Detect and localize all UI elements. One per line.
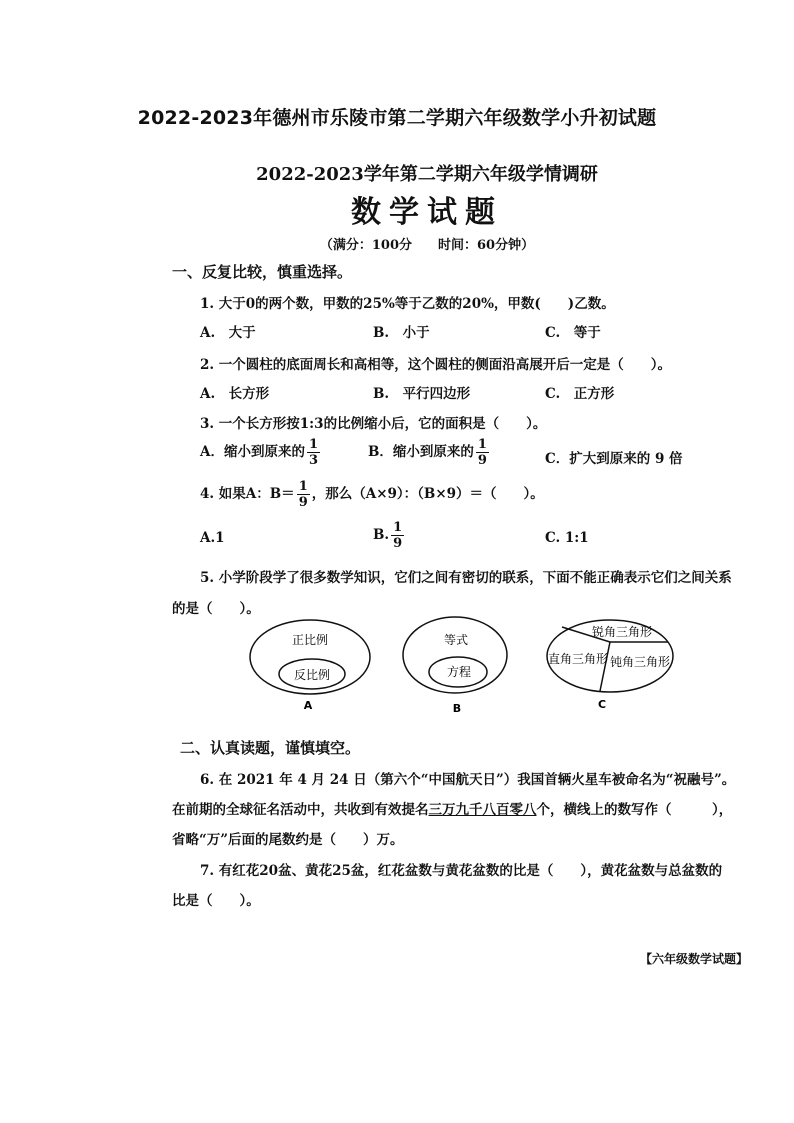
question-6-line-3: 省略“万”后面的尾数约是（ ）万。: [172, 832, 404, 848]
q6-line-2-suffix: 个，横线上的数写作（ ），: [536, 802, 733, 818]
q4-option-b: [373, 520, 406, 551]
diagram-b-outer-label: 等式: [443, 633, 469, 647]
question-7-line-2: 比是（ ）。: [172, 893, 260, 909]
section-2-title: 二、认真读题，谨慎填空。: [180, 739, 361, 757]
diagram-c-obtuse-label: 钝角三角形: [609, 655, 671, 669]
denominator: 9: [393, 536, 403, 551]
denominator: 9: [477, 453, 487, 468]
fraction: [476, 437, 489, 468]
question-5-line-2: 的是（ ）。: [172, 601, 260, 617]
exam-title: 数学试题: [351, 195, 503, 230]
diagram-c-right-label: 直角三角形: [547, 652, 609, 666]
diagram-a-inner-label: 反比例: [293, 668, 331, 682]
q2-option-a: A. 长方形: [200, 386, 270, 402]
question-3: 3. 一个长方形按1:3的比例缩小后，它的面积是（ ）。: [200, 416, 547, 432]
exam-subtitle: 2022-2023学年第二学期六年级学情调研: [256, 164, 598, 185]
diagram-c-label: C: [597, 698, 607, 711]
q3-option-a-text: A．缩小到原来的: [200, 444, 305, 460]
denominator: 9: [298, 495, 308, 510]
q1-option-b: B. 小于: [373, 325, 430, 341]
q1-option-c: C. 等于: [545, 325, 601, 341]
diagram-b: [403, 617, 507, 715]
q3-option-b-text: B．缩小到原来的: [368, 444, 474, 460]
question-6-line-1: 6. 在 2021 年 4 月 24 日（第六个“中国航天日”）我国首辆火星车被命名为“祝融号”。: [200, 772, 736, 788]
q4-option-a: A.1: [200, 530, 225, 546]
diagram-a: [250, 620, 370, 712]
numerator: 1: [477, 437, 487, 452]
section-1-title: 一、反复比较，慎重选择。: [172, 263, 353, 281]
main-title: 2022-2023年德州市乐陵市第二学期六年级数学小升初试题: [137, 107, 657, 129]
q2-option-b: B. 平行四边形: [373, 386, 471, 402]
fraction: [391, 520, 404, 551]
question-5-line-1: 5. 小学阶段学了很多数学知识，它们之间有密切的联系，下面不能正确表示它们之间关系: [200, 570, 732, 586]
diagram-a-label: A: [303, 699, 313, 712]
venn-diagrams: [240, 612, 710, 717]
fraction: [297, 479, 310, 510]
diagram-a-outer-label: 正比例: [291, 633, 329, 647]
fraction: [307, 437, 320, 468]
question-4: [200, 479, 544, 510]
q2-option-c: C. 正方形: [545, 386, 615, 402]
q3-option-b: [368, 437, 491, 468]
q4-suffix: ，那么（A×9）：（B×9）＝（ ）。: [311, 486, 544, 502]
question-7-line-1: 7. 有红花20盆、黄花25盆，红花盆数与黄花盆数的比是（ ），黄花盆数与总盆数的: [200, 863, 723, 879]
diagram-b-outer-ellipse: [403, 617, 507, 693]
q6-line-2-prefix: 在前期的全球征名活动中，共收到有效提名: [172, 802, 429, 818]
diagram-a-outer-ellipse: [250, 620, 370, 694]
diagram-c: [547, 620, 673, 711]
q1-option-a: A. 大于: [200, 325, 256, 341]
diagram-b-inner-label: 方程: [446, 665, 472, 679]
q4-prefix: 4. 如果A：B＝: [200, 486, 295, 502]
q4-option-c: C. 1:1: [545, 530, 589, 546]
numerator: 1: [308, 437, 319, 452]
q3-option-a: [200, 437, 322, 468]
diagram-c-acute-label: 锐角三角形: [591, 625, 653, 639]
q4-option-b-label: B.: [373, 527, 390, 543]
q3-option-c: C．扩大到原来的 9 倍: [545, 451, 683, 467]
diagram-b-label: B: [452, 702, 462, 715]
question-2: 2. 一个圆柱的底面周长和高相等，这个圆柱的侧面沿高展开后一定是（ ）。: [200, 357, 672, 373]
exam-info: （满分：100分 时间：60分钟）: [319, 238, 535, 253]
question-1: 1. 大于0的两个数，甲数的25%等于乙数的20%，甲数( )乙数。: [200, 296, 615, 312]
denominator: 3: [308, 453, 319, 468]
numerator: 1: [393, 520, 403, 535]
page-footer: 【六年级数学试题】: [640, 952, 749, 966]
q6-underlined-number: 三万九千八百零八: [428, 802, 537, 818]
numerator: 1: [298, 479, 308, 494]
question-6-line-2: [172, 798, 732, 818]
diagram-c-divider-3: [600, 642, 610, 691]
